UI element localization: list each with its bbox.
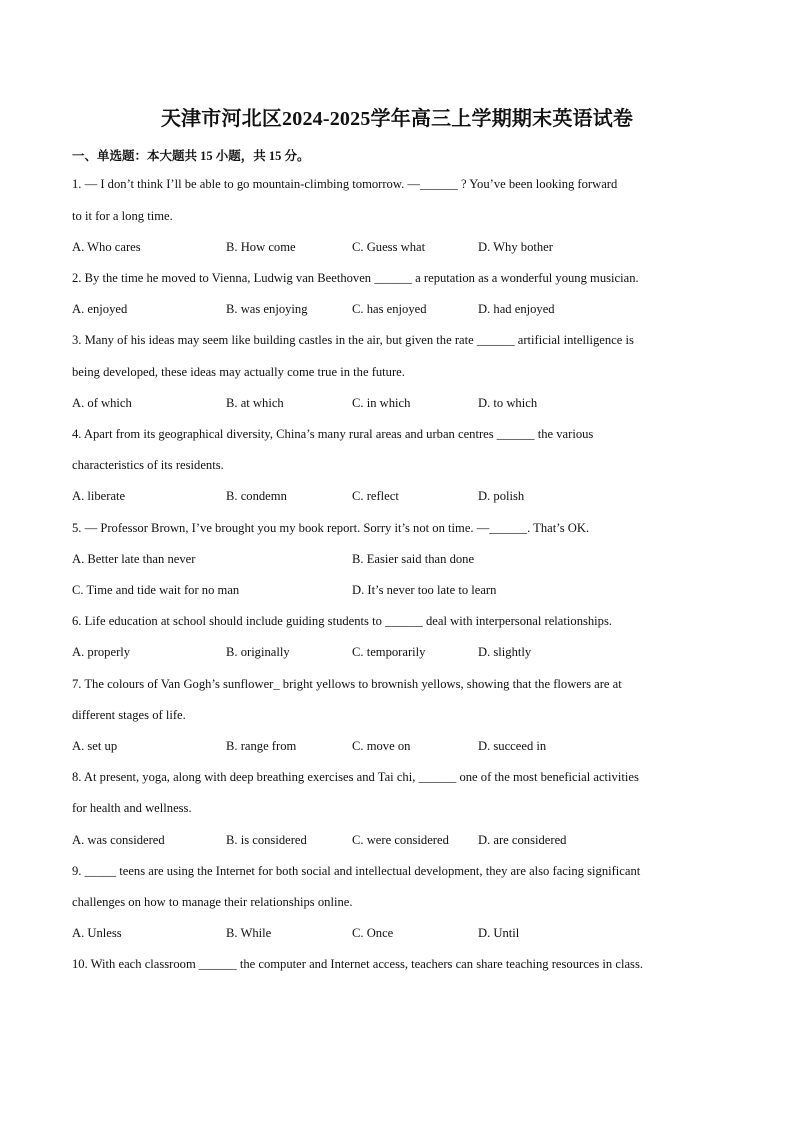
question-6-line-1: 6. Life education at school should include guiding students to ______ deal with interpersonal relationships.	[72, 614, 613, 628]
question-1-option-a: A. Who cares	[72, 240, 141, 254]
question-9-option-a: A. Unless	[72, 926, 122, 940]
question-1-option-b: B. How come	[226, 240, 296, 254]
question-9-option-d: D. Until	[478, 926, 520, 940]
question-5-option-d: D. It’s never too late to learn	[352, 583, 497, 597]
question-7-option-d: D. succeed in	[478, 739, 547, 753]
question-4-option-a: A. liberate	[72, 489, 126, 503]
question-1-option-c: C. Guess what	[352, 240, 426, 254]
question-5-line-1: 5. — Professor Brown, I’ve brought you my book report. Sorry it’s not on time. —______. That’s OK.	[72, 521, 590, 535]
question-4-line-2: characteristics of its residents.	[72, 458, 224, 472]
question-5-option-b: B. Easier said than done	[352, 552, 475, 566]
question-10-line-1: 10. With each classroom ______ the computer and Internet access, teachers can share teaching resources in class.	[72, 957, 644, 971]
question-9-line-2: challenges on how to manage their relationships online.	[72, 895, 353, 909]
question-4-option-b: B. condemn	[226, 489, 287, 503]
question-3-line-2: being developed, these ideas may actually come true in the future.	[72, 365, 405, 379]
question-7-option-c: C. move on	[352, 739, 411, 753]
question-7-line-1: 7. The colours of Van Gogh’s sunflower_ bright yellows to brownish yellows, showing that the flowers are at	[72, 677, 622, 691]
question-8-option-b: B. is considered	[226, 833, 307, 847]
question-1-line-1: 1. — I don’t think I’ll be able to go mountain-climbing tomorrow. —______ ? You’ve been looking forward	[72, 177, 618, 191]
question-8-option-d: D. are considered	[478, 833, 567, 847]
question-1-option-d: D. Why bother	[478, 240, 553, 254]
question-9-option-c: C. Once	[352, 926, 394, 940]
question-5-option-c: C. Time and tide wait for no man	[72, 583, 240, 597]
question-8-line-2: for health and wellness.	[72, 801, 192, 815]
question-2-option-b: B. was enjoying	[226, 302, 308, 316]
question-8-line-1: 8. At present, yoga, along with deep breathing exercises and Tai chi, ______ one of the most beneficial activities	[72, 770, 639, 784]
section-heading: 一、单选题：本大题共 15 小题，共 15 分。	[72, 149, 310, 163]
question-5-option-a: A. Better late than never	[72, 552, 196, 566]
question-6-option-d: D. slightly	[478, 645, 532, 659]
question-6-option-c: C. temporarily	[352, 645, 426, 659]
question-3-option-a: A. of which	[72, 396, 132, 410]
question-4-option-d: D. polish	[478, 489, 525, 503]
question-3-option-c: C. in which	[352, 396, 411, 410]
exam-title: 天津市河北区2024-2025学年高三上学期期末英语试卷	[160, 108, 634, 130]
question-7-option-a: A. set up	[72, 739, 118, 753]
question-2-line-1: 2. By the time he moved to Vienna, Ludwig van Beethoven ______ a reputation as a wonderful young musician.	[72, 271, 639, 285]
question-2-option-c: C. has enjoyed	[352, 302, 427, 316]
question-2-option-d: D. had enjoyed	[478, 302, 555, 316]
question-3-line-1: 3. Many of his ideas may seem like building castles in the air, but given the rate ______ artificial intelligence is	[72, 333, 634, 347]
question-6-option-a: A. properly	[72, 645, 131, 659]
question-3-option-b: B. at which	[226, 396, 284, 410]
question-7-option-b: B. range from	[226, 739, 297, 753]
question-8-option-a: A. was considered	[72, 833, 165, 847]
question-4-line-1: 4. Apart from its geographical diversity, China’s many rural areas and urban centres ______ the various	[72, 427, 594, 441]
question-9-line-1: 9. _____ teens are using the Internet for both social and intellectual development, they are also facing significant	[72, 864, 641, 878]
question-2-option-a: A. enjoyed	[72, 302, 128, 316]
question-8-option-c: C. were considered	[352, 833, 449, 847]
question-9-option-b: B. While	[226, 926, 272, 940]
question-4-option-c: C. reflect	[352, 489, 399, 503]
question-3-option-d: D. to which	[478, 396, 538, 410]
question-1-line-2: to it for a long time.	[72, 209, 173, 223]
question-7-line-2: different stages of life.	[72, 708, 186, 722]
question-6-option-b: B. originally	[226, 645, 290, 659]
